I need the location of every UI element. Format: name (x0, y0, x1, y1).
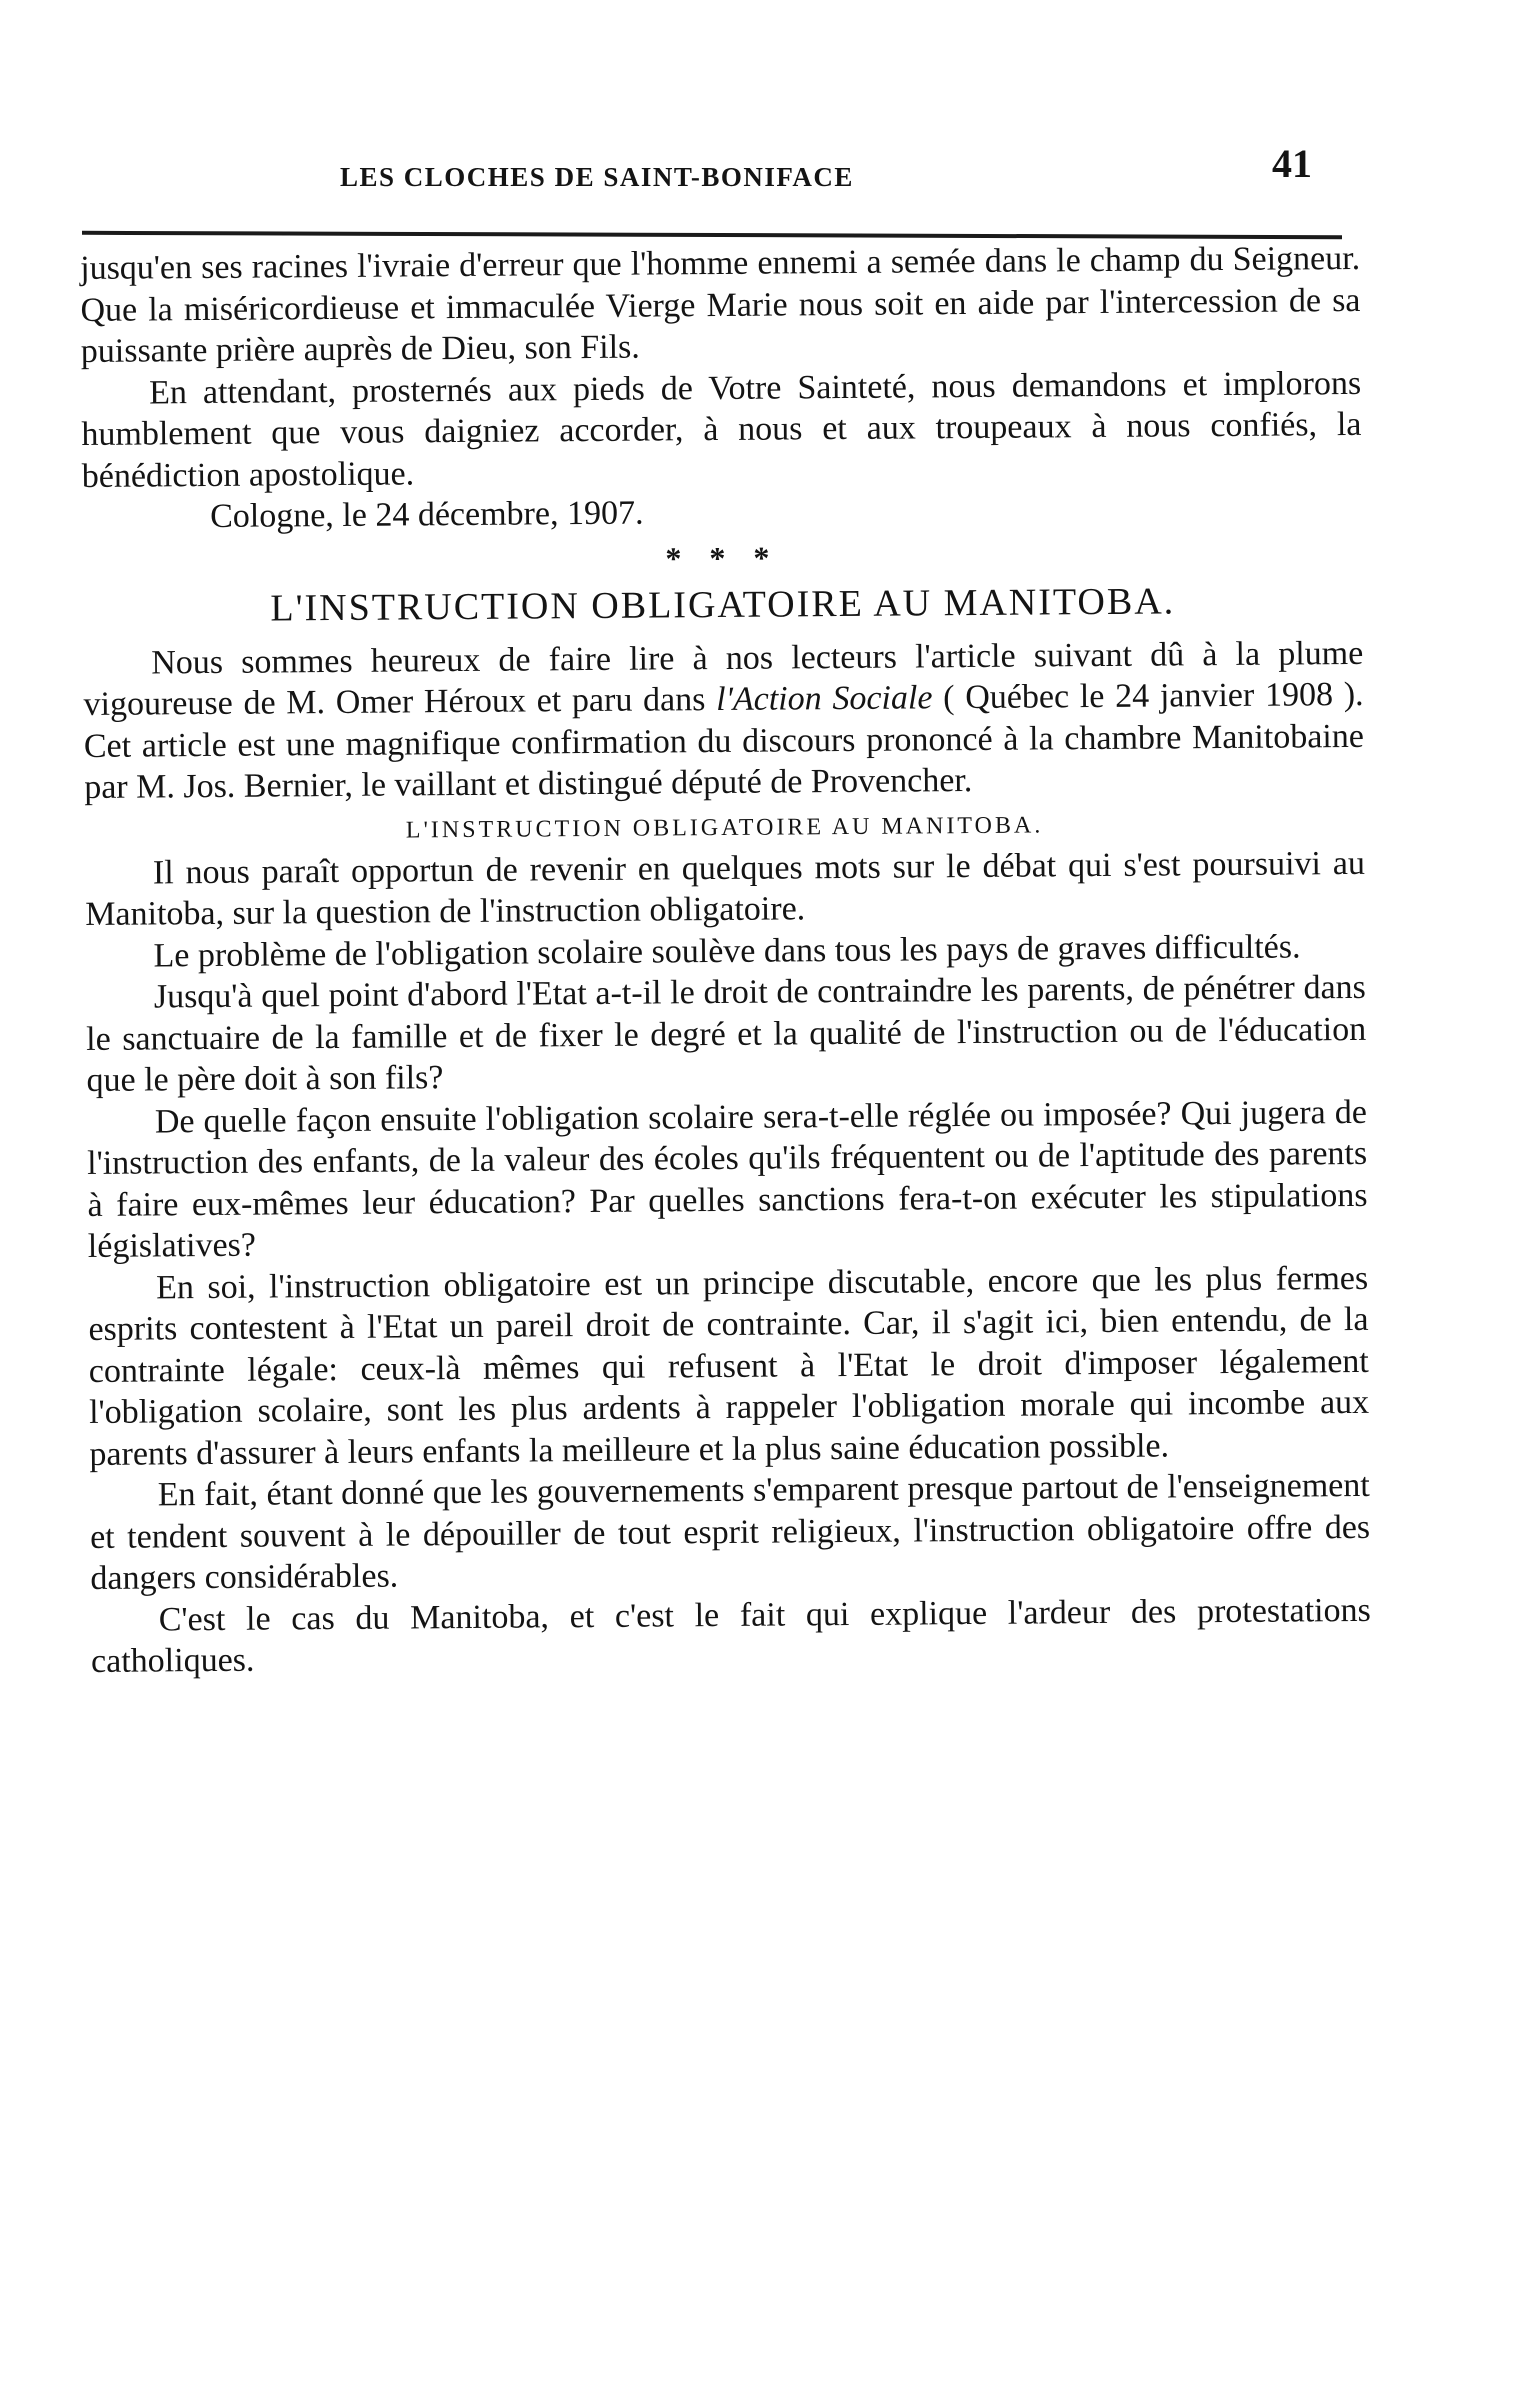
article-subtitle: L'INSTRUCTION OBLIGATOIRE AU MANITOBA. (405, 811, 1044, 843)
intro-text-before: Nous sommes heureux de faire lire à nos lecteurs l'article suivant dû à la plume vigoureuse de M. Omer Héroux et paru dans (83, 634, 1364, 723)
running-title: LES CLOCHES DE SAINT-BONIFACE (340, 162, 854, 192)
publication-name: l'Action Sociale (716, 679, 933, 719)
article-paragraph: Le problème de l'obligation scolaire soulève dans tous les pays de graves difficultés. (153, 927, 1301, 974)
header-rule (82, 231, 1342, 239)
continued-paragraph: jusqu'en ses racines l'ivraie d'erreur que l'homme ennemi a semée dans le champ du Seigneur. Que la miséricordieuse et immaculée Vierge Marie nous soit en aide par l'intercession de sa puissante prière auprès de Dieu, son Fils. (80, 239, 1361, 370)
article-paragraph: En fait, étant donné que les gouvernements s'emparent presque partout de l'enseignement et tendent souvent à le dépouiller de tout esprit religieux, l'instruction obligatoire offre des dangers considérables. (89, 1466, 1371, 1597)
page-body (80, 238, 1371, 1683)
article-title: L'INSTRUCTION OBLIGATOIRE AU MANITOBA. (270, 579, 1176, 630)
article-paragraph: Il nous paraît opportun de revenir en quelques mots sur le débat qui s'est poursuivi au Manitoba, sur la question de l'instruction obligatoire. (85, 844, 1366, 933)
intro-paragraph (83, 632, 1364, 808)
article-paragraph: Jusqu'à quel point d'abord l'Etat a-t-il le droit de contraindre les parents, de pénétrer dans le sanctuaire de la famille et de fixer le degré et la qualité de l'instruction ou de l'éducation que le père doit à son fils? (86, 968, 1367, 1099)
article-paragraph: C'est le cas du Manitoba, et c'est le fait qui explique l'ardeur des protestations catholiques. (90, 1591, 1371, 1680)
section-separator: * * * (665, 539, 780, 576)
page-number: 41 (1272, 141, 1312, 186)
letter-date: Cologne, le 24 décembre, 1907. (209, 494, 644, 535)
closing-paragraph: En attendant, prosternés aux pieds de Votre Sainteté, nous demandons et implorons humblement que vous daigniez accorder, à nous et aux troupeaux à nous confiés, la bénédiction apostolique. (81, 364, 1362, 495)
article-paragraph: De quelle façon ensuite l'obligation scolaire sera-t-elle réglée ou imposée? Qui jugera de l'instruction des enfants, de la valeur des écoles qu'ils fréquentent ou de l'aptitude des parents à faire eux-mêmes leur éducation? Par quelles sanctions fera-t-on exécuter les stipulations législatives? (87, 1093, 1368, 1265)
article-paragraph: En soi, l'instruction obligatoire est un principe discutable, encore que les plus fermes esprits contestent à l'Etat un pareil droit de contrainte. Car, il s'agit ici, bien entendu, de la contrainte légale: ceux-là mêmes qui refusent à l'Etat le droit d'imposer légalement l'obligation scolaire, sont les plus ardents à rappeler l'obligation morale qui incombe aux parents d'assurer à leurs enfants la meilleure et la plus saine éducation possible. (88, 1259, 1370, 1473)
intro-text-after: ( Québec le 24 janvier 1908 ). Cet article est une magnifique confirmation du discours prononcé à la chambre Manitobaine par M. Jos. Bernier, le vaillant et distingué député de Provencher. (83, 675, 1365, 806)
